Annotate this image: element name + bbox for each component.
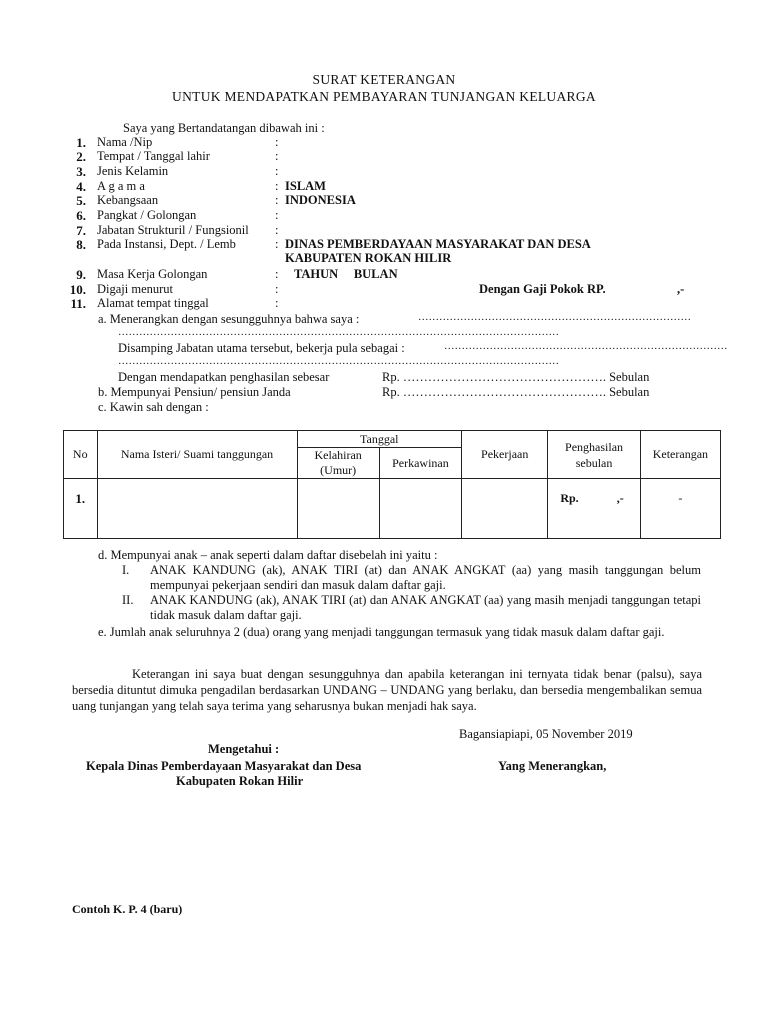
place-date: Bagansiapiapi, 05 November 2019 bbox=[459, 727, 633, 741]
field-label: Nama /Nip bbox=[97, 135, 153, 149]
field-label: Alamat tempat tinggal bbox=[97, 296, 209, 310]
table-cell-nama bbox=[97, 479, 297, 539]
field-number: 6. bbox=[76, 208, 86, 223]
field-label: Jenis Kelamin bbox=[97, 164, 169, 178]
field-colon: : bbox=[275, 208, 279, 222]
field-number: 11. bbox=[70, 296, 86, 311]
table-cell-perkawinan bbox=[379, 479, 461, 539]
field-number: 3. bbox=[76, 164, 86, 179]
item-d-ii-number: II. bbox=[122, 593, 134, 607]
field-label: Pada Instansi, Dept. / Lemb bbox=[97, 237, 236, 251]
col-header-keterangan: Keterangan bbox=[640, 431, 720, 479]
disamping-text: Disamping Jabatan utama tersebut, bekerja pula sebagai : bbox=[118, 341, 405, 355]
item-d: d. Mempunyai anak – anak seperti dalam daftar disebelah ini yaitu : bbox=[98, 548, 438, 562]
field-number: 9. bbox=[76, 267, 86, 282]
field-colon: : bbox=[275, 223, 279, 237]
field-colon: : bbox=[275, 149, 279, 163]
field-value-masa-kerja: TAHUN BULAN bbox=[294, 267, 398, 281]
table-cell-keterangan: - bbox=[640, 479, 720, 539]
field-number: 10. bbox=[69, 282, 86, 297]
item-c: c. Kawin sah dengan : bbox=[98, 400, 209, 414]
field-colon: : bbox=[275, 296, 279, 310]
disamping-dots: ……………………………………………………………………… bbox=[444, 341, 728, 352]
item-a: a. Menerangkan dengan sesungguhnya bahwa saya : bbox=[98, 312, 360, 326]
field-label: Tempat / Tanggal lahir bbox=[97, 149, 210, 163]
table-cell-pekerjaan bbox=[462, 479, 548, 539]
col-header-perkawinan: Perkawinan bbox=[379, 448, 461, 479]
field-colon: : bbox=[275, 282, 279, 296]
field-label: Jabatan Strukturil / Fungsionil bbox=[97, 223, 249, 237]
field-colon: : bbox=[275, 164, 279, 178]
penghasilan-text: Dengan mendapatkan penghasilan sebesar bbox=[118, 370, 330, 384]
col-header-nama: Nama Isteri/ Suami tanggungan bbox=[97, 431, 297, 479]
item-e: e. Jumlah anak seluruhnya 2 (dua) orang yang menjadi tanggungan termasuk yang tidak masuk dalam daftar gaji. bbox=[98, 625, 665, 639]
penghasilan-rp: Rp. …………………………………………. Sebulan bbox=[382, 370, 650, 384]
col-header-penghasilan: Penghasilan sebulan bbox=[548, 431, 640, 479]
table-cell-rp: Rp. bbox=[560, 491, 579, 505]
field-label: Masa Kerja Golongan bbox=[97, 267, 208, 281]
field-number: 8. bbox=[76, 237, 86, 252]
item-b: b. Mempunyai Pensiun/ pensiun Janda bbox=[98, 385, 291, 399]
field-number: 7. bbox=[76, 223, 86, 238]
gaji-pokok-suffix: ,- bbox=[677, 282, 685, 296]
field-label: Pangkat / Golongan bbox=[97, 208, 197, 222]
field-label: Digaji menurut bbox=[97, 282, 174, 296]
kepala-dinas-line2: Kabupaten Rokan Hilir bbox=[176, 774, 304, 788]
dots-line-2: ……………………………………………………………………………………………………………… bbox=[118, 356, 559, 367]
col-header-kelahiran: Kelahiran (Umur) bbox=[297, 448, 379, 479]
field-value-instansi: DINAS PEMBERDAYAAN MASYARAKAT DAN DESA bbox=[285, 237, 591, 251]
field-colon: : bbox=[275, 135, 279, 149]
table-cell-no: 1. bbox=[64, 479, 98, 539]
yang-menerangkan: Yang Menerangkan, bbox=[498, 759, 607, 773]
field-label: Kebangsaan bbox=[97, 193, 159, 207]
col-header-pekerjaan: Pekerjaan bbox=[462, 431, 548, 479]
field-value-kebangsaan: INDONESIA bbox=[285, 193, 356, 207]
gaji-pokok-label: Dengan Gaji Pokok RP. bbox=[479, 282, 606, 296]
table-cell-kelahiran bbox=[297, 479, 379, 539]
field-number: 2. bbox=[76, 149, 86, 164]
field-label: A g a m a bbox=[97, 179, 145, 193]
footer-form-code: Contoh K. P. 4 (baru) bbox=[72, 902, 183, 916]
pensiun-rp: Rp. …………………………………………. Sebulan bbox=[382, 385, 650, 399]
field-colon: : bbox=[275, 267, 279, 281]
item-d-i-number: I. bbox=[122, 563, 130, 577]
statement-paragraph: Keterangan ini saya buat dengan sesungguhnya dan apabila keterangan ini ternyata tidak benar (palsu), saya bersedia dituntut dimuka pengadilan berdasarkan UNDANG – UNDANG yang berlaku, dan bersedia mengembalikan semua uang tunjangan yang telah saya terima yang seharusnya bukan menjadi hak saya. bbox=[72, 667, 702, 713]
item-a-dots: …………………………………………………………………… bbox=[418, 312, 691, 323]
table-cell-rp-suffix: ,- bbox=[616, 491, 624, 505]
kepala-dinas-line1: Kepala Dinas Pemberdayaan Masyarakat dan Desa bbox=[86, 759, 362, 773]
field-colon: : bbox=[275, 179, 279, 193]
table-cell-penghasilan bbox=[548, 479, 640, 539]
field-number: 5. bbox=[76, 193, 86, 208]
col-header-tanggal: Tanggal bbox=[297, 431, 462, 448]
field-value-instansi-line2: KABUPATEN ROKAN HILIR bbox=[285, 251, 452, 265]
field-number: 4. bbox=[76, 179, 86, 194]
item-d-i-text: ANAK KANDUNG (ak), ANAK TIRI (at) dan ANAK ANGKAT (aa) yang masih tanggungan belum mempunyai pekerjaan sendiri dan masuk dalam daftar gaji. bbox=[150, 563, 701, 592]
document-title: SURAT KETERANGAN bbox=[312, 72, 456, 87]
mengetahui-label: Mengetahui : bbox=[208, 742, 280, 756]
field-number: 1. bbox=[76, 135, 86, 150]
document-subtitle: UNTUK MENDAPATKAN PEMBAYARAN TUNJANGAN KELUARGA bbox=[172, 89, 596, 104]
item-d-ii-text: ANAK KANDUNG (ak), ANAK TIRI (at) dan ANAK ANGKAT (aa) yang masih menjadi tanggungan tetapi tidak masuk dalam daftar gaji. bbox=[150, 593, 701, 622]
intro-text: Saya yang Bertandatangan dibawah ini : bbox=[123, 121, 325, 135]
field-colon: : bbox=[275, 237, 279, 251]
dots-line-1: ……………………………………………………………………………………………………………… bbox=[118, 327, 559, 338]
field-value-agama: ISLAM bbox=[285, 179, 326, 193]
field-colon: : bbox=[275, 193, 279, 207]
table-row bbox=[64, 479, 721, 539]
spouse-table bbox=[63, 430, 721, 539]
col-header-no: No bbox=[64, 431, 98, 479]
